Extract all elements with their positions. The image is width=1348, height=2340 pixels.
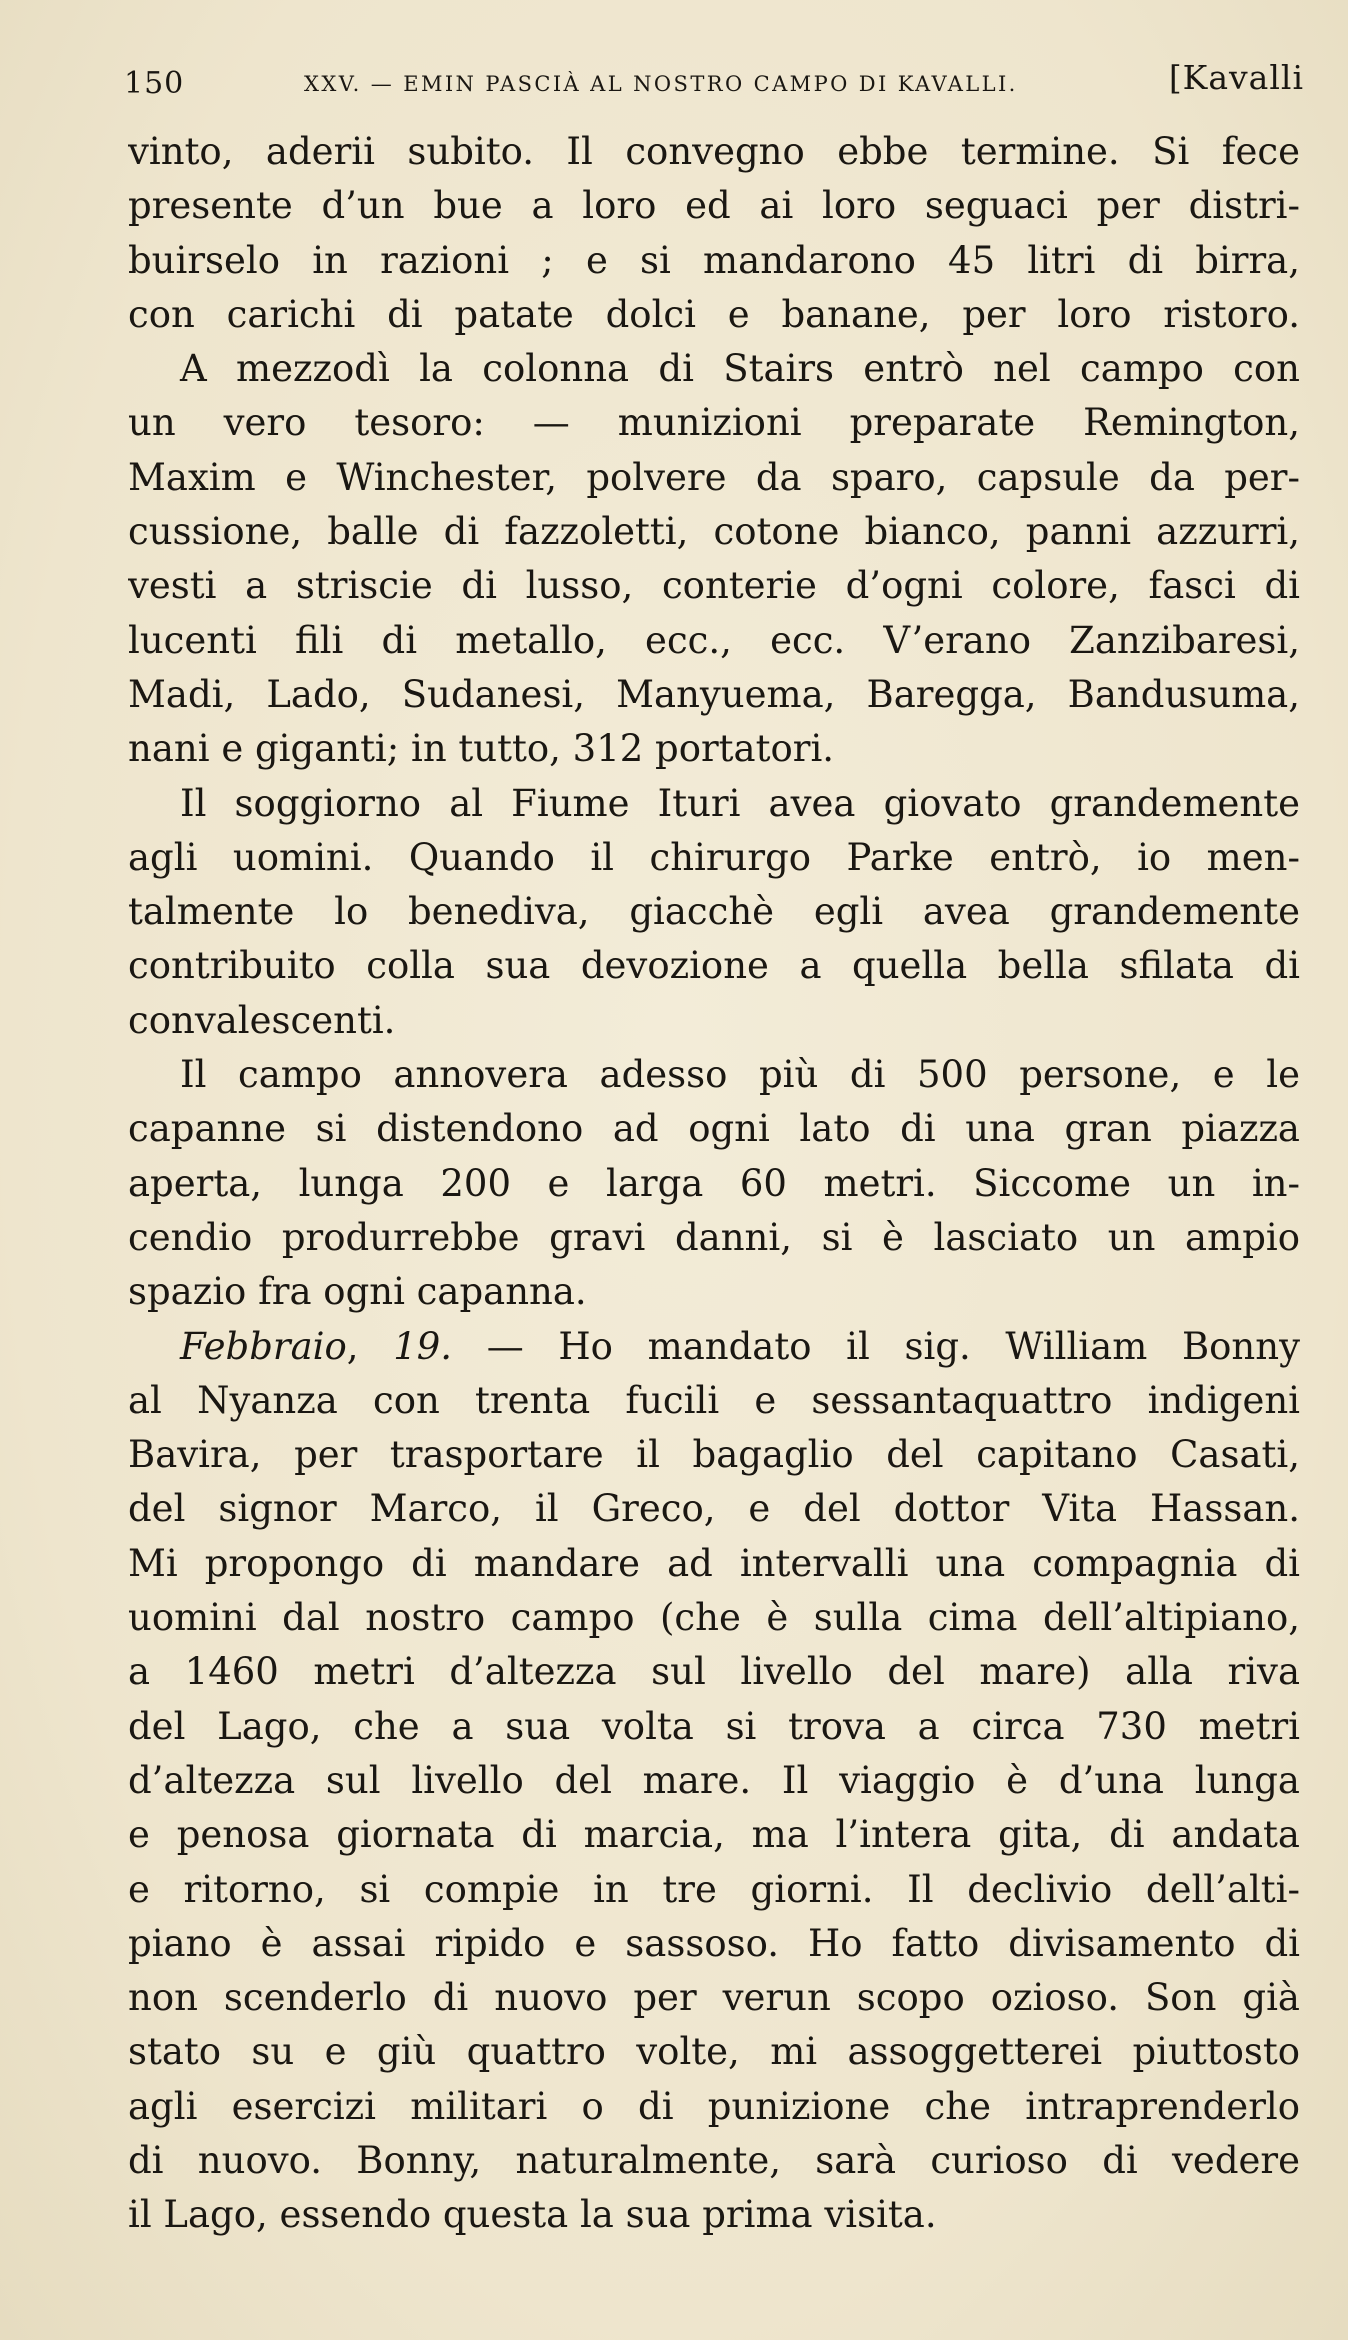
- text-line: non scenderlo di nuovo per verun scopo ozioso. Son già: [128, 1976, 1300, 2020]
- text-line: agli esercizi militari o di punizione che intraprenderlo: [128, 2084, 1300, 2128]
- entry-month: Febbraio: [180, 1324, 347, 1368]
- text-line: capanne si distendono ad ogni lato di una gran piazza: [128, 1107, 1300, 1151]
- entry-text: — Ho mandato il sig. William Bonny: [486, 1324, 1300, 1368]
- text-line: spazio fra ogni capanna.: [128, 1270, 587, 1314]
- text-line: d’altezza sul livello del mare. Il viaggio è d’una lunga: [128, 1758, 1300, 1802]
- text-line: al Nyanza con trenta fucili e sessantaquattro indigeni: [128, 1378, 1300, 1422]
- text-line: cendio produrrebbe gravi danni, si è lasciato un ampio: [128, 1215, 1300, 1259]
- page-number: 150: [124, 66, 185, 101]
- text-line: contribuito colla sua devozione a quella bella sfilata di: [128, 944, 1300, 988]
- text-line: lucenti fili di metallo, ecc., ecc. V’erano Zanzibaresi,: [128, 618, 1300, 662]
- text-line: piano è assai ripido e sassoso. Ho fatto divisamento di: [128, 1921, 1300, 1965]
- section-heading: [Kavalli: [1168, 58, 1304, 97]
- text-line: e ritorno, si compie in tre giorni. Il declivio dell’alti-: [128, 1867, 1300, 1911]
- entry-day: 19.: [393, 1324, 453, 1368]
- text-line: di nuovo. Bonny, naturalmente, sarà curioso di vedere: [128, 2138, 1300, 2182]
- entry-date-separator: ,: [346, 1324, 394, 1368]
- text-line: vesti a striscie di lusso, conterie d’ogni colore, fasci di: [128, 564, 1300, 608]
- text-line: a 1460 metri d’altezza sul livello del mare) alla riva: [128, 1650, 1300, 1694]
- text-line: talmente lo benediva, giacchè egli avea grandemente: [128, 890, 1300, 934]
- text-line: con carichi di patate dolci e banane, per loro ristoro.: [128, 292, 1300, 336]
- text-line: buirselo in razioni ; e si mandarono 45 litri di birra,: [128, 238, 1300, 282]
- text-line: vinto, aderii subito. Il convegno ebbe termine. Si fece: [128, 130, 1300, 173]
- text-line: il Lago, essendo questa la sua prima visita.: [128, 2193, 937, 2237]
- text-line: cussione, balle di fazzoletti, cotone bianco, panni azzurri,: [128, 510, 1300, 554]
- page-header: [124, 58, 1304, 118]
- paragraph-start-line: Il soggiorno al Fiume Ituri avea giovato grandemente: [180, 781, 1300, 825]
- text-line: agli uomini. Quando il chirurgo Parke entrò, io men-: [128, 835, 1300, 879]
- text-line: convalescenti.: [128, 998, 396, 1042]
- text-line: uomini dal nostro campo (che è sulla cima dell’altipiano,: [128, 1596, 1300, 1640]
- text-line: Bavira, per trasportare il bagaglio del capitano Casati,: [128, 1433, 1300, 1477]
- running-title: XXV. — EMIN PASCIÀ AL NOSTRO CAMPO DI KAVALLI.: [304, 72, 1018, 96]
- text-line: Maxim e Winchester, polvere da sparo, capsule da per-: [128, 455, 1300, 499]
- text-line: un vero tesoro: — munizioni preparate Remington,: [128, 401, 1300, 445]
- text-line: stato su e giù quattro volte, mi assoggetterei piuttosto: [128, 2030, 1300, 2074]
- text-line: Mi propongo di mandare ad intervalli una compagnia di: [128, 1541, 1300, 1585]
- text-line: presente d’un bue a loro ed ai loro seguaci per distri-: [128, 184, 1300, 228]
- paragraph-start-line: A mezzodì la colonna di Stairs entrò nel campo con: [180, 347, 1300, 391]
- text-line: aperta, lunga 200 e larga 60 metri. Siccome un in-: [128, 1161, 1300, 1205]
- text-line: del signor Marco, il Greco, e del dottor Vita Hassan.: [128, 1487, 1300, 1531]
- diary-entry-line: [128, 1320, 1300, 1374]
- paragraph-start-line: Il campo annovera adesso più di 500 persone, e le: [180, 1053, 1300, 1097]
- text-line: del Lago, che a sua volta si trova a circa 730 metri: [128, 1704, 1300, 1748]
- text-line: Madi, Lado, Sudanesi, Manyuema, Baregga, Bandusuma,: [128, 672, 1300, 716]
- text-line: e penosa giornata di marcia, ma l’intera gita, di andata: [128, 1813, 1300, 1857]
- body-text: [128, 125, 1300, 2243]
- text-line: nani e giganti; in tutto, 312 portatori.: [128, 727, 835, 771]
